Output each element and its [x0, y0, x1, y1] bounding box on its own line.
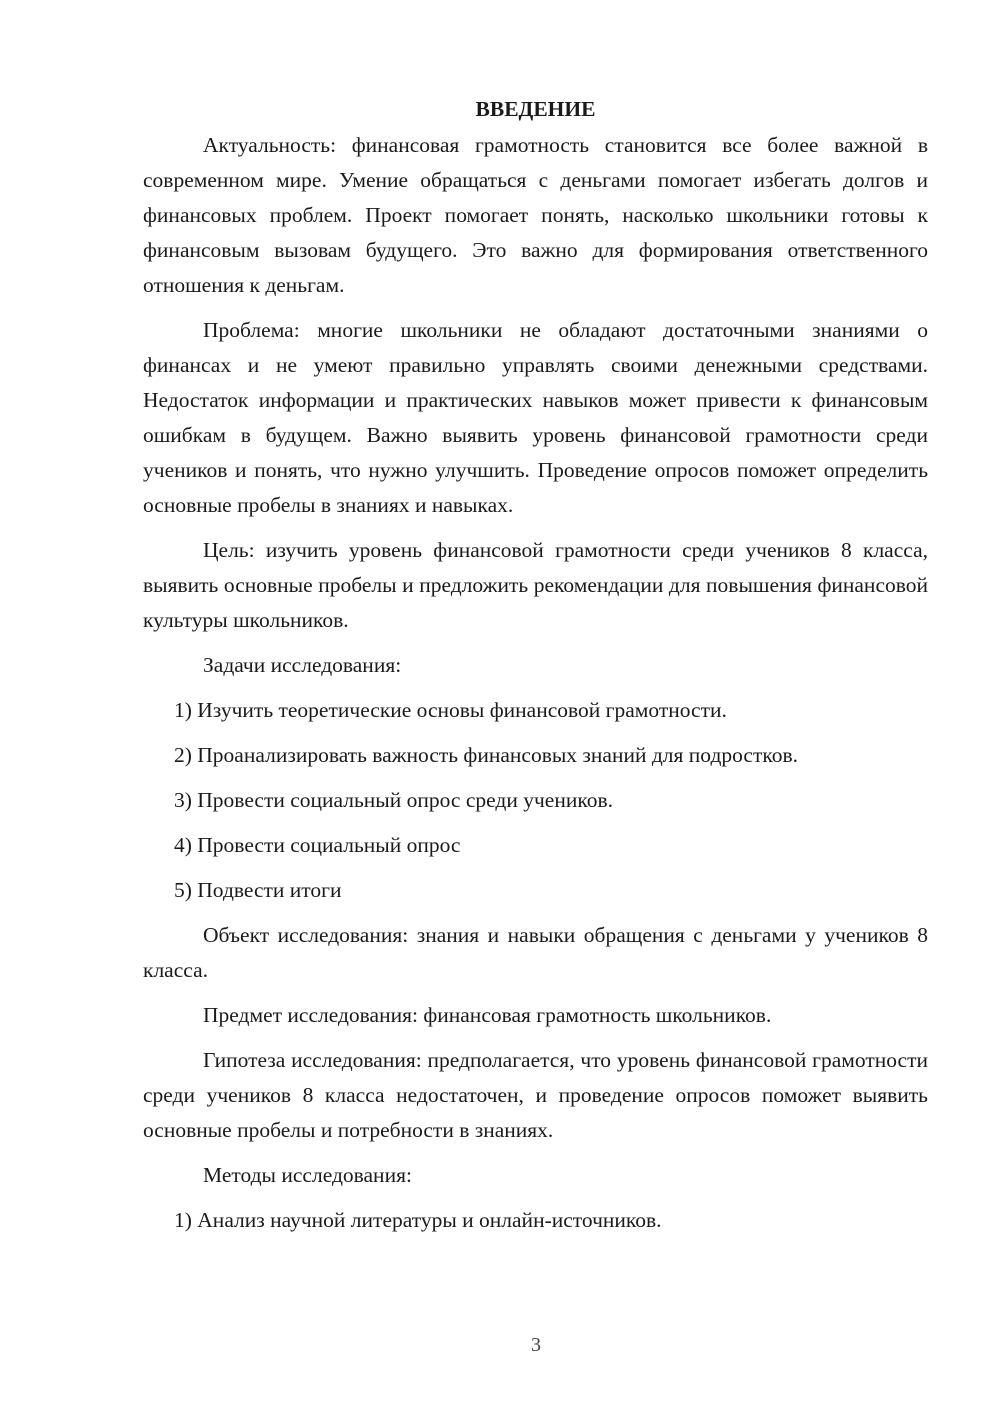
task-item: 2) Проанализировать важность финансовых знаний для подростков.: [174, 743, 798, 767]
page-number: 3: [531, 1334, 541, 1356]
methods-heading: Методы исследования:: [203, 1163, 412, 1187]
method-item: 1) Анализ научной литературы и онлайн-источников.: [174, 1208, 662, 1232]
hypothesis-paragraph: Гипотеза исследования: предполагается, что уровень финансовой грамотности среди учеников 8 класса недостаточен, и проведение опросов поможет выявить основные пробелы и потребности в знаниях.: [143, 1048, 928, 1142]
task-item: 1) Изучить теоретические основы финансовой грамотности.: [174, 698, 727, 722]
task-item: 4) Провести социальный опрос: [174, 833, 461, 857]
document-title: ВВЕДЕНИЕ: [475, 97, 596, 121]
object-paragraph: Объект исследования: знания и навыки обращения с деньгами у учеников 8 класса.: [143, 923, 928, 982]
task-item: 5) Подвести итоги: [174, 878, 342, 902]
task-item: 3) Провести социальный опрос среди учеников.: [174, 788, 613, 812]
relevance-paragraph: Актуальность: финансовая грамотность становится все более важной в современном мире. Умение обращаться с деньгами помогает избегать долгов и финансовых проблем. Проект помогает понять, насколько школьники готовы к финансовым вызовам будущего. Это важно для формирования ответственного отношения к деньгам.: [143, 133, 928, 297]
problem-paragraph: Проблема: многие школьники не обладают достаточными знаниями о финансах и не умеют правильно управлять своими денежными средствами. Недостаток информации и практических навыков может привести к финансовым ошибкам в будущем. Важно выявить уровень финансовой грамотности среди учеников и понять, что нужно улучшить. Проведение опросов поможет определить основные пробелы в знаниях и навыках.: [143, 318, 928, 517]
subject-paragraph: Предмет исследования: финансовая грамотность школьников.: [203, 1003, 772, 1027]
tasks-heading: Задачи исследования:: [203, 653, 402, 677]
goal-paragraph: Цель: изучить уровень финансовой грамотности среди учеников 8 класса, выявить основные пробелы и предложить рекомендации для повышения финансовой культуры школьников.: [143, 538, 928, 632]
document-page: [143, 92, 928, 1248]
